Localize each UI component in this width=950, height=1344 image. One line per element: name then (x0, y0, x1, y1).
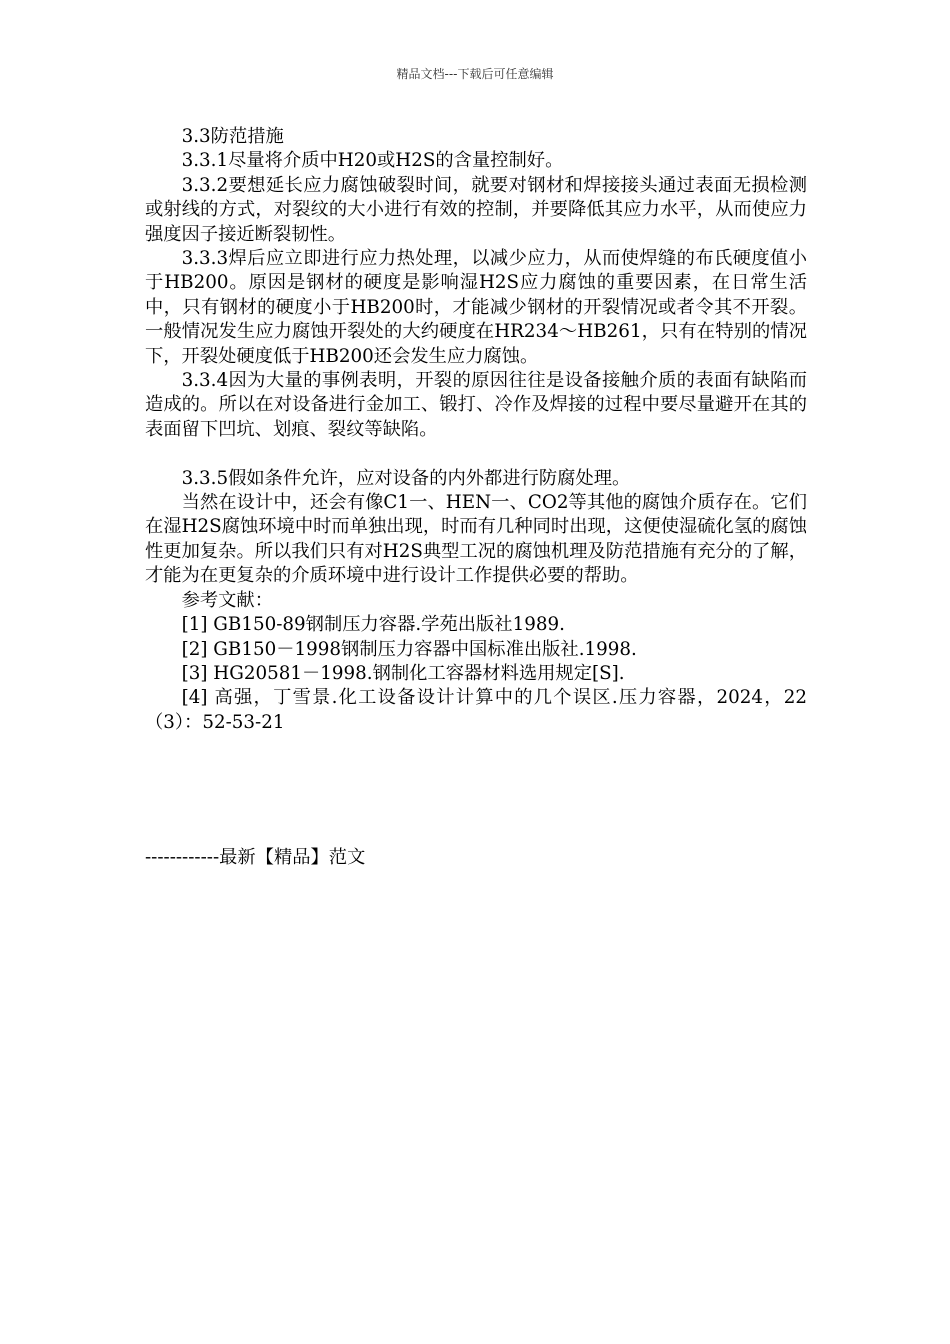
body-paragraph: 3.3.2要想延长应力腐蚀破裂时间，就要对钢材和焊接接头通过表面无损检测或射线的方式，对裂纹的大小进行有效的控制，并要降低其应力水平，从而使应力强度因子接近断裂韧性。 (145, 174, 807, 245)
body-paragraph: 当然在设计中，还会有像C1一、HEN一、CO2等其他的腐蚀介质存在。它们在湿H2S腐蚀环境中时而单独出现，时而有几种同时出现，这便使湿硫化氢的腐蚀性更加复杂。所以我们只有对H2S典型工况的腐蚀机理及防范措施有充分的了解，才能为在更复杂的介质环境中进行设计工作提供必要的帮助。 (145, 492, 807, 587)
page-header: 精品文档---下载后可任意编辑 (396, 67, 554, 81)
page-footer: ------------最新【精品】范文 (145, 847, 366, 868)
reference-item: [1] GB150-89钢制压力容器.学苑出版社1989. (181, 614, 565, 636)
body-paragraph: 3.3.3焊后应立即进行应力热处理，以减少应力，从而使焊缝的布氏硬度值小于HB200。原因是钢材的硬度是影响湿H2S应力腐蚀的重要因素，在日常生活中，只有钢材的硬度小于HB200时，才能减少钢材的开裂情况或者令其不开裂。一般情况发生应力腐蚀开裂处的大约硬度在HR234～HB261，只有在特别的情况下，开裂处硬度低于HB200还会发生应力腐蚀。 (145, 248, 807, 367)
reference-item: [4] 高强，丁雪景.化工设备设计计算中的几个误区.压力容器，2024，22（3）：52-53-21 (145, 687, 807, 733)
reference-item: [3] HG20581－1998.钢制化工容器材料选用规定[S]. (181, 662, 625, 684)
body-paragraph: 3.3.4因为大量的事例表明，开裂的原因往往是设备接触介质的表面有缺陷而造成的。所以在对设备进行金加工、锻打、冷作及焊接的过程中要尽量避开在其的表面留下凹坑、划痕、裂纹等缺陷。 (145, 370, 807, 440)
reference-item: [2] GB150－1998钢制压力容器中国标准出版社.1998. (181, 638, 637, 660)
document-body (145, 125, 807, 735)
section-heading: 3.3防范措施 (181, 126, 284, 147)
body-paragraph: 3.3.5假如条件允许，应对设备的内外都进行防腐处理。 (181, 467, 631, 489)
references-title: 参考文献： (181, 589, 273, 611)
body-paragraph: 3.3.1尽量将介质中H20或H2S的含量控制好。 (181, 150, 564, 172)
